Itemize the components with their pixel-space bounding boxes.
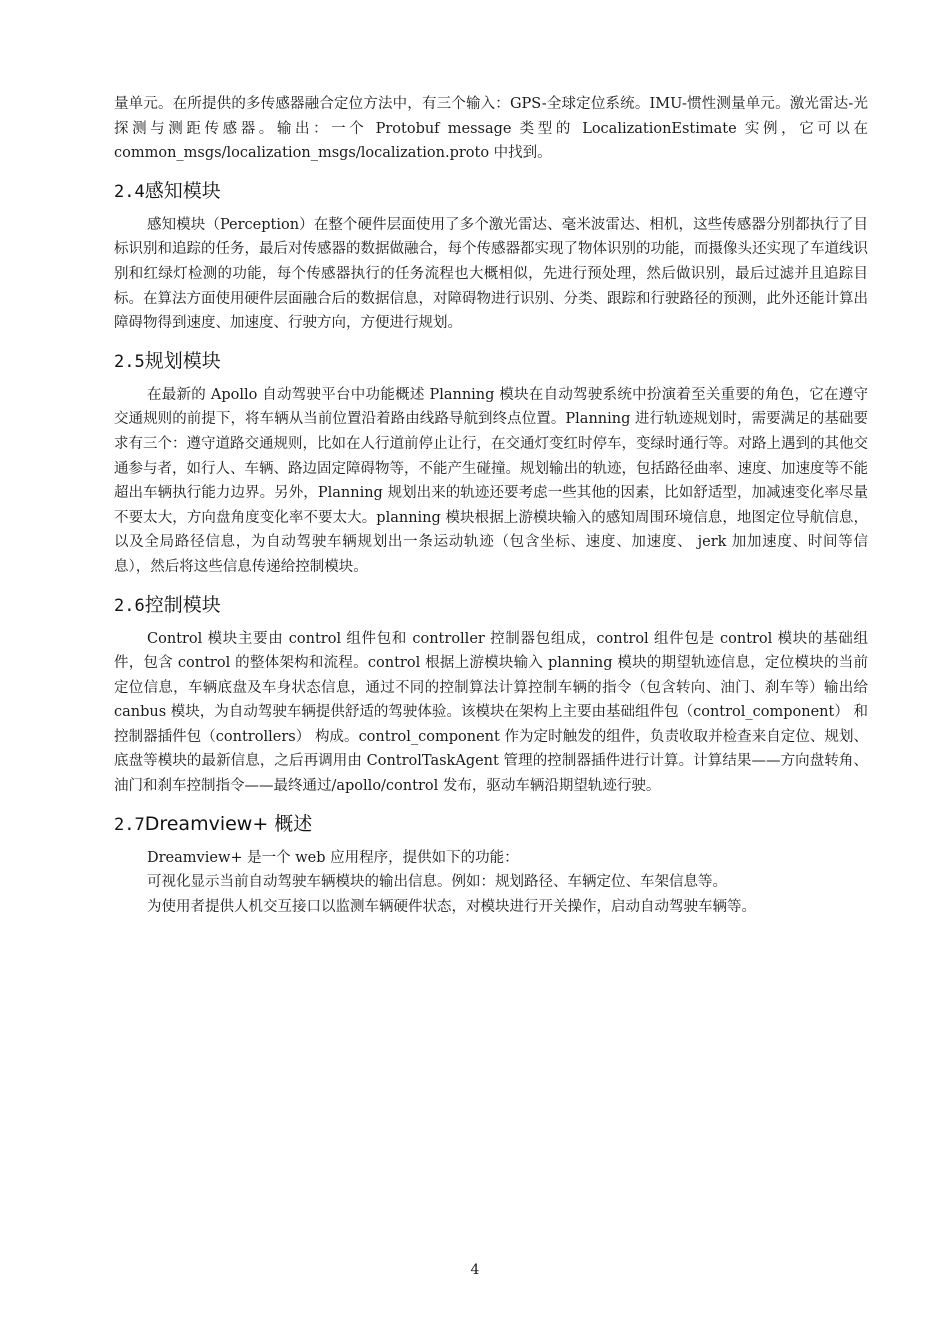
section-number: 2.7 bbox=[114, 814, 145, 835]
section-title: 规划模块 bbox=[144, 349, 221, 372]
section-heading-dreamview bbox=[114, 811, 868, 838]
dreamview-line-1: Dreamview+ 是一个 web 应用程序，提供如下的功能： bbox=[147, 849, 519, 866]
section-heading-control bbox=[114, 592, 868, 619]
section-body-planning: 在最新的 Apollo 自动驾驶平台中功能概述 Planning 模块在自动驾驶系统中扮演着至关重要的角色，它在遵守交通规则的前提下，将车辆从当前位置沿着路由线路导航到终点位置。Planning 进行轨迹规划时，需要满足的基础要求有三个：遵守道路交通规则，比如在人行道前停止让行，在交通灯变红时停车，变绿时通行等。对路上遇到的其他交通参与者，如行人、车辆、路边固定障碍物等，不能产生碰撞。规划输出的轨迹，包括路径曲率、速度、加速度等不能超出车辆执行能力边界。另外，Planning 规划出来的轨迹还要考虑一些其他的因素，比如舒适型，加减速变化率尽量不要太大，方向盘角度变化率不要太大。planning 模块根据上游模块输入的感知周围环境信息，地图定位导航信息，以及全局路径信息，为自动驾驶车辆规划出一条运动轨迹（包含坐标、速度、加速度、 jerk 加加速度、时间等信息），然后将这些信息传递给控制模块。 bbox=[114, 386, 868, 575]
section-number: 2.5 bbox=[114, 351, 145, 372]
section-number: 2.6 bbox=[114, 595, 145, 616]
section-body-control: Control 模块主要由 control 组件包和 controller 控制器包组成，control 组件包是 control 模块的基础组件，包含 control 的整体架构和流程。control 根据上游模块输入 planning 模块的期望轨迹信息，定位模块的当前定位信息，车辆底盘及车身状态信息，通过不同的控制算法计算控制车辆的指令（包含转向、油门、刹车等）输出给 canbus 模块，为自动驾驶车辆提供舒适的驾驶体验。该模块在架构上主要由基础组件包（control_component） 和控制器插件包（controllers） 构成。control_component 作为定时触发的组件，负责收取并检查来自定位、规划、底盘等模块的最新信息，之后再调用由 ControlTaskAgent 管理的控制器插件进行计算。计算结果——方向盘转角、油门和刹车控制指令——最终通过/apollo/control 发布，驱动车辆沿期望轨迹行驶。 bbox=[114, 630, 868, 795]
page-number: 4 bbox=[470, 1262, 480, 1278]
page-content bbox=[114, 92, 868, 919]
section-title: 感知模块 bbox=[144, 179, 221, 202]
intro-paragraph: 量单元。在所提供的多传感器融合定位方法中，有三个输入：GPS-全球定位系统。IMU-惯性测量单元。激光雷达-光探测与测距传感器。输出：一个 Protobuf message 类型的 LocalizationEstimate 实例，它可以在 common_msgs/localization_msgs/localization.proto 中找到。 bbox=[114, 96, 868, 162]
dreamview-line-2: 可视化显示当前自动驾驶车辆模块的输出信息。例如：规划路径、车辆定位、车架信息等。 bbox=[147, 874, 727, 891]
section-body-perception: 感知模块（Perception）在整个硬件层面使用了多个激光雷达、毫米波雷达、相机，这些传感器分别都执行了目标识别和追踪的任务，最后对传感器的数据做融合，每个传感器都实现了物体识别的功能，而摄像头还实现了车道线识别和红绿灯检测的功能，每个传感器执行的任务流程也大概相似，先进行预处理，然后做识别，最后过滤并且追踪目标。在算法方面使用硬件层面融合后的数据信息，对障碍物进行识别、分类、跟踪和行驶路径的预测，此外还能计算出障碍物得到速度、加速度、行驶方向，方便进行规划。 bbox=[114, 216, 868, 332]
section-heading-planning bbox=[114, 348, 868, 375]
section-number: 2.4 bbox=[114, 181, 145, 202]
dreamview-line-3: 为使用者提供人机交互接口以监测车辆硬件状态，对模块进行开关操作，启动自动驾驶车辆等。 bbox=[147, 898, 756, 915]
section-title: Dreamview+ 概述 bbox=[144, 812, 313, 835]
section-heading-perception bbox=[114, 178, 868, 205]
section-title: 控制模块 bbox=[144, 593, 221, 616]
